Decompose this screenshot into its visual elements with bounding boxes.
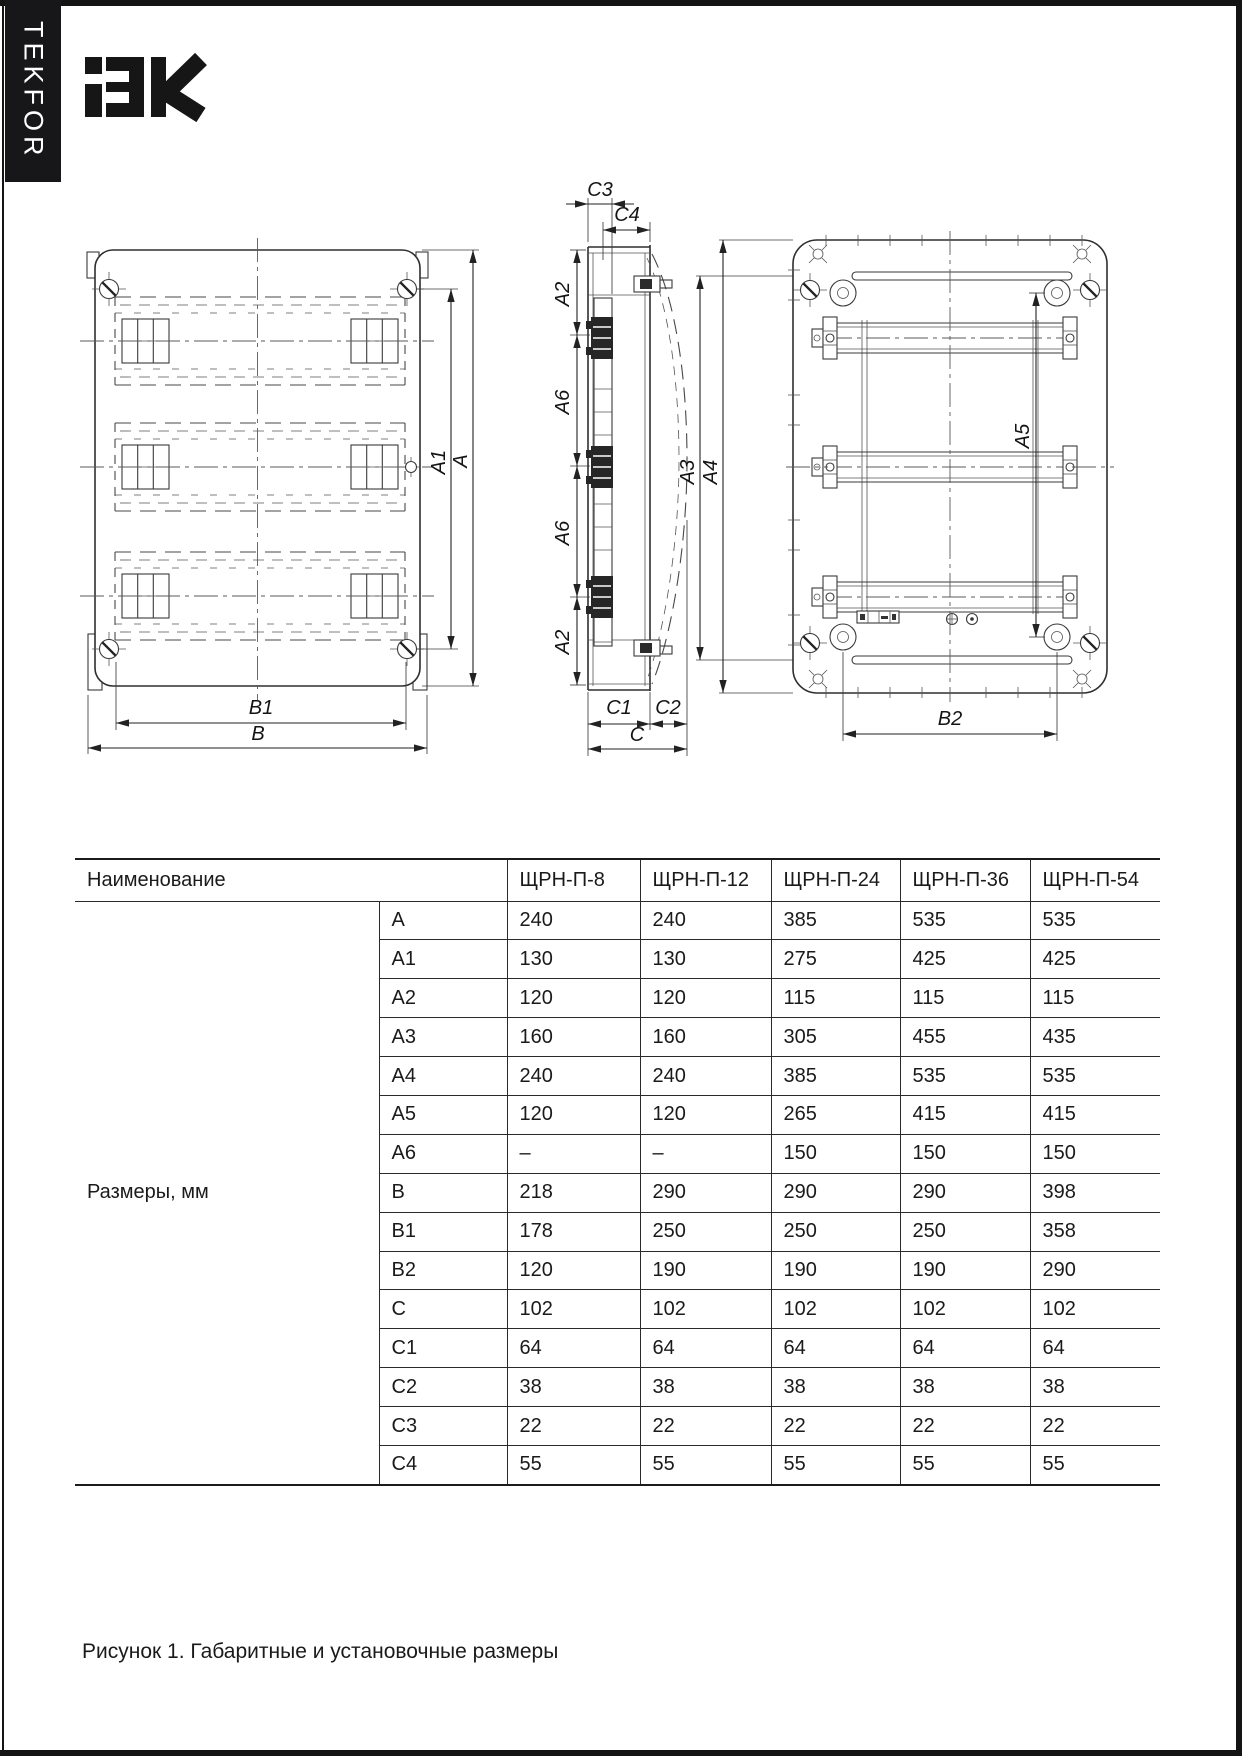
dimension-value: 218 bbox=[507, 1173, 640, 1212]
dimension-letter: C bbox=[379, 1290, 507, 1329]
dim-label-c3: C3 bbox=[587, 179, 613, 201]
dimension-value: 120 bbox=[640, 1095, 771, 1134]
column-header-model: ЩРН-П-12 bbox=[640, 859, 771, 901]
dimension-value: 290 bbox=[1030, 1251, 1160, 1290]
dim-label-a6: A6 bbox=[552, 520, 574, 546]
dimension-value: 240 bbox=[640, 901, 771, 940]
dimension-value: 150 bbox=[1030, 1134, 1160, 1173]
dimension-letter: A5 bbox=[379, 1095, 507, 1134]
dimension-value: 115 bbox=[1030, 979, 1160, 1018]
dimension-letter: A6 bbox=[379, 1134, 507, 1173]
iek-logo bbox=[85, 57, 201, 117]
dimension-value: 290 bbox=[640, 1173, 771, 1212]
column-header-name: Наименование bbox=[87, 868, 226, 891]
dim-label-a2: A2 bbox=[552, 629, 574, 655]
dimension-letter: A2 bbox=[379, 979, 507, 1018]
dimension-value: 250 bbox=[900, 1212, 1030, 1251]
dim-c4 bbox=[603, 204, 650, 260]
dim-c3 bbox=[566, 179, 634, 294]
dim-label-a2: A2 bbox=[552, 281, 574, 307]
dim-label-a4: A4 bbox=[700, 459, 722, 485]
dimension-letter: B1 bbox=[379, 1212, 507, 1251]
dimension-value: 22 bbox=[640, 1407, 771, 1446]
dimension-value: 240 bbox=[507, 901, 640, 940]
dimension-value: 535 bbox=[900, 901, 1030, 940]
dimension-value: 535 bbox=[1030, 1057, 1160, 1096]
dimension-value: 358 bbox=[1030, 1212, 1160, 1251]
dimension-letter: A bbox=[379, 901, 507, 940]
dim-label-c4: C4 bbox=[614, 204, 640, 226]
table-row-A bbox=[75, 901, 1160, 940]
rail-bracket bbox=[586, 576, 613, 618]
dimension-value: 190 bbox=[771, 1251, 900, 1290]
din-rail bbox=[812, 446, 1077, 488]
dimension-value: 22 bbox=[1030, 1407, 1160, 1446]
dimension-letter: C3 bbox=[379, 1407, 507, 1446]
dimension-value: 64 bbox=[771, 1329, 900, 1368]
dimension-value: 250 bbox=[640, 1212, 771, 1251]
dim-a2-a6-stack bbox=[552, 250, 590, 685]
rear-view-drawing bbox=[786, 231, 1114, 741]
column-header-model: ЩРН-П-54 bbox=[1030, 859, 1160, 901]
dimension-value: 275 bbox=[771, 940, 900, 979]
dim-label-c1: C1 bbox=[606, 697, 632, 719]
dimension-value: 385 bbox=[771, 1057, 900, 1096]
table-header-row bbox=[75, 859, 1160, 901]
dimension-value: 290 bbox=[900, 1173, 1030, 1212]
hinge-bottom bbox=[634, 640, 672, 656]
dimension-value: 150 bbox=[771, 1134, 900, 1173]
dim-label-a1: A1 bbox=[428, 449, 450, 475]
dim-label-b1: B1 bbox=[248, 697, 274, 719]
dimension-value: 115 bbox=[771, 979, 900, 1018]
dimension-value: 38 bbox=[640, 1368, 771, 1407]
dim-label-a6: A6 bbox=[552, 389, 574, 415]
dimension-value: 178 bbox=[507, 1212, 640, 1251]
dimension-value: 130 bbox=[507, 940, 640, 979]
dimension-value: 250 bbox=[771, 1212, 900, 1251]
dimension-value: – bbox=[507, 1134, 640, 1173]
figure-caption: Рисунок 1. Габаритные и установочные размеры bbox=[82, 1640, 559, 1663]
dimension-value: 64 bbox=[1030, 1329, 1160, 1368]
dimension-value: 190 bbox=[900, 1251, 1030, 1290]
dimension-value: 64 bbox=[900, 1329, 1030, 1368]
tekfor-vertical-label: TEKFOR bbox=[18, 21, 49, 161]
column-header-model: ЩРН-П-8 bbox=[507, 859, 640, 901]
dimension-value: 55 bbox=[900, 1445, 1030, 1484]
keyhole-fixing bbox=[830, 624, 856, 650]
front-view-drawing bbox=[80, 238, 479, 754]
dimension-value: 38 bbox=[1030, 1368, 1160, 1407]
dimension-value: 398 bbox=[1030, 1173, 1160, 1212]
dimension-letter: A4 bbox=[379, 1057, 507, 1096]
keyhole-fixing bbox=[830, 280, 856, 306]
dim-label-b2: B2 bbox=[937, 708, 963, 730]
dimension-letter: B bbox=[379, 1173, 507, 1212]
dimension-value: 305 bbox=[771, 1018, 900, 1057]
dimension-letter: B2 bbox=[379, 1251, 507, 1290]
row-group-label: Размеры, мм bbox=[87, 1181, 209, 1204]
dimension-value: 102 bbox=[771, 1290, 900, 1329]
dimension-value: 415 bbox=[900, 1095, 1030, 1134]
dim-a1 bbox=[417, 289, 458, 649]
dimension-letter: A3 bbox=[379, 1018, 507, 1057]
dim-label-c2: C2 bbox=[655, 697, 681, 719]
dimension-letter: A1 bbox=[379, 940, 507, 979]
dimension-value: 102 bbox=[507, 1290, 640, 1329]
dimension-value: 55 bbox=[771, 1445, 900, 1484]
dimension-value: 535 bbox=[1030, 901, 1160, 940]
dimension-value: 102 bbox=[1030, 1290, 1160, 1329]
dimension-value: 265 bbox=[771, 1095, 900, 1134]
dimension-value: 385 bbox=[771, 901, 900, 940]
dimension-value: 115 bbox=[900, 979, 1030, 1018]
dimension-value: 240 bbox=[507, 1057, 640, 1096]
dimension-value: 455 bbox=[900, 1018, 1030, 1057]
dimension-value: 64 bbox=[507, 1329, 640, 1368]
dimension-value: 240 bbox=[640, 1057, 771, 1096]
dimension-value: 120 bbox=[640, 979, 771, 1018]
dimension-value: 120 bbox=[507, 1251, 640, 1290]
dim-label-c: C bbox=[629, 724, 645, 746]
dimension-value: 38 bbox=[507, 1368, 640, 1407]
dimension-value: 290 bbox=[771, 1173, 900, 1212]
keyhole-fixing bbox=[1044, 624, 1070, 650]
dimension-value: 150 bbox=[900, 1134, 1030, 1173]
dimension-value: 38 bbox=[900, 1368, 1030, 1407]
dimension-value: 415 bbox=[1030, 1095, 1160, 1134]
din-rail bbox=[812, 576, 1077, 618]
column-header-model: ЩРН-П-24 bbox=[771, 859, 900, 901]
dim-label-a5: A5 bbox=[1012, 423, 1034, 449]
dimension-value: 160 bbox=[507, 1018, 640, 1057]
dimension-value: 64 bbox=[640, 1329, 771, 1368]
dim-label-b: B bbox=[251, 723, 265, 745]
dimension-value: 102 bbox=[900, 1290, 1030, 1329]
dimension-value: 190 bbox=[640, 1251, 771, 1290]
column-header-model: ЩРН-П-36 bbox=[900, 859, 1030, 901]
dimension-value: 130 bbox=[640, 940, 771, 979]
rail-bracket bbox=[586, 446, 613, 488]
dimension-value: 22 bbox=[771, 1407, 900, 1446]
dim-label-a: A bbox=[450, 454, 472, 468]
dimension-value: 425 bbox=[900, 940, 1030, 979]
dimension-value: 22 bbox=[507, 1407, 640, 1446]
dimension-letter: C1 bbox=[379, 1329, 507, 1368]
dimension-value: 55 bbox=[507, 1445, 640, 1484]
dimension-value: 55 bbox=[640, 1445, 771, 1484]
dimension-value: 425 bbox=[1030, 940, 1160, 979]
dimension-letter: C4 bbox=[379, 1445, 507, 1484]
dimension-value: 535 bbox=[900, 1057, 1030, 1096]
dimension-value: 22 bbox=[900, 1407, 1030, 1446]
dimension-letter: C2 bbox=[379, 1368, 507, 1407]
dimension-value: 435 bbox=[1030, 1018, 1160, 1057]
dim-a4 bbox=[700, 240, 793, 693]
dimension-value: 55 bbox=[1030, 1445, 1160, 1484]
rail-bracket bbox=[586, 317, 613, 359]
dimension-value: – bbox=[640, 1134, 771, 1173]
dimension-value: 120 bbox=[507, 1095, 640, 1134]
dim-label-a3: A3 bbox=[677, 459, 699, 485]
din-rail bbox=[812, 317, 1077, 359]
dimensions-table bbox=[75, 858, 1160, 1486]
dimension-value: 102 bbox=[640, 1290, 771, 1329]
keyhole-fixing bbox=[1044, 280, 1070, 306]
hinge-top bbox=[634, 276, 672, 292]
dimension-value: 160 bbox=[640, 1018, 771, 1057]
dimension-value: 120 bbox=[507, 979, 640, 1018]
dimension-value: 38 bbox=[771, 1368, 900, 1407]
